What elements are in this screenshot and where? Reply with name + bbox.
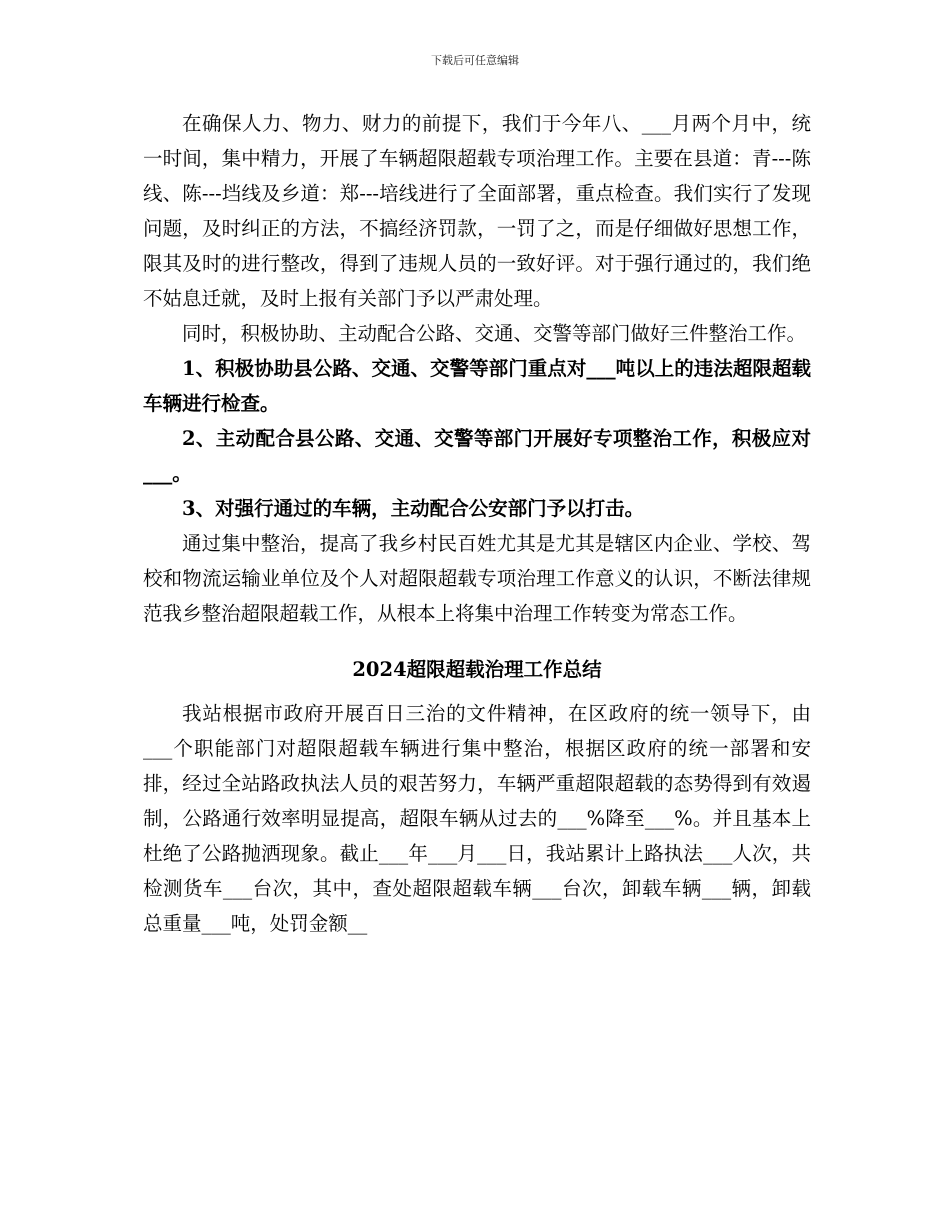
paragraph: 我站根据市政府开展百日三治的文件精神，在区政府的统一领导下，由___个职能部门对超限超载车辆进行集中整治，根据区政府的统一部署和安排，经过全站路政执法人员的艰苦努力，车辆严重超限超载的态势得到有效遏制，公路通行效率明显提高，超限车辆从过去的___%降至___%。并且基本上杜绝了公路抛洒现象。截止___年___月___日，我站累计上路执法___人次，共检测货车___台次，其中，查处超限超载车辆___台次，卸载车辆___辆，卸载总重量___吨，处罚金额__ [143, 702, 811, 935]
list-item: 3、对强行通过的车辆，主动配合公安部门予以打击。 [182, 497, 645, 520]
paragraph: 通过集中整治，提高了我乡村民百姓尤其是尤其是辖区内企业、学校、驾校和物流运输业单位及个人对超限超载专项治理工作意义的认识，不断法律规范我乡整治超限超载工作，从根本上将集中治理工作转变为常态工作。 [143, 532, 811, 625]
page-header: 下载后可任意编辑 [431, 54, 519, 67]
section-title: 2024超限超载治理工作总结 [352, 658, 602, 681]
paragraph: 同时，积极协助、主动配合公路、交通、交警等部门做好三件整治工作。 [182, 322, 807, 345]
document-body [143, 106, 811, 941]
list-item: 2、主动配合县公路、交通、交警等部门开展好专项整治工作，积极应对___。 [143, 427, 811, 485]
paragraph: 在确保人力、物力、财力的前提下，我们于今年八、___月两个月中，统一时间，集中精力，开展了车辆超限超载专项治理工作。主要在县道：青---陈线、陈---垱线及乡道：郑---培线进行了全面部署，重点检查。我们实行了发现问题，及时纠正的方法，不搞经济罚款，一罚了之，而是仔细做好思想工作，限其及时的进行整改，得到了违规人员的一致好评。对于强行通过的，我们绝不姑息迁就，及时上报有关部门予以严肃处理。 [143, 112, 811, 310]
list-item: 1、积极协助县公路、交通、交警等部门重点对___吨以上的违法超限超载车辆进行检查。 [143, 357, 811, 415]
